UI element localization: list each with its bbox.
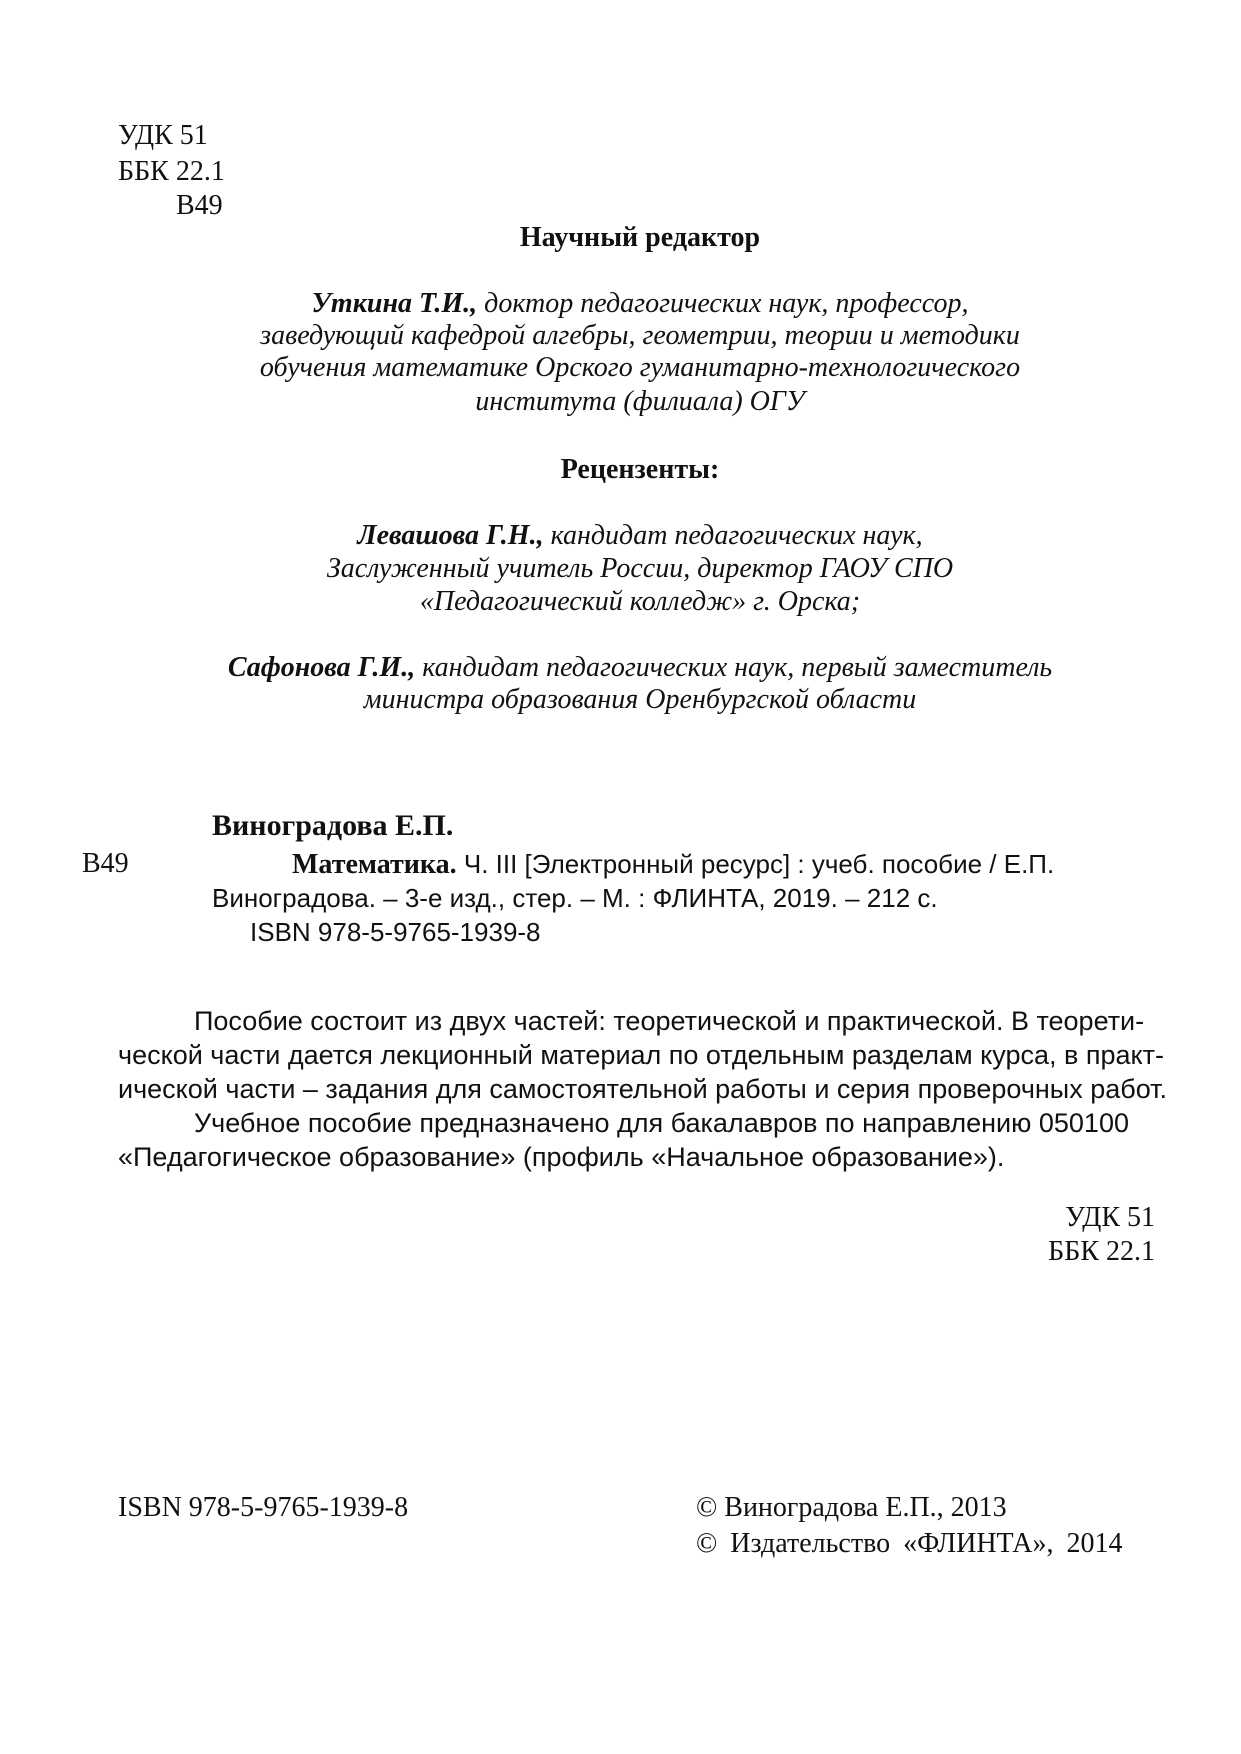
biblio-code: В49 <box>82 848 129 879</box>
classification-udk: УДК 51 <box>1065 1202 1155 1233</box>
annotation-line5: «Педагогическое образование» (профиль «Начальное образование»). <box>118 1142 1005 1172</box>
reviewer1-line2: Заслуженный учитель России, директор ГАОУ СПО <box>326 553 954 584</box>
editor-line3: обучения математике Орского гуманитарно-технологического <box>259 352 1021 383</box>
header-udk: УДК 51 <box>118 120 208 151</box>
annotation-line2: ческой части дается лекционный материал по отдельным разделам курса, в практ- <box>118 1040 1164 1070</box>
biblio-author: Виноградова Е.П. <box>212 809 454 842</box>
editor-line1-rest: доктор педагогических наук, профессор, <box>477 288 969 319</box>
footer-isbn: ISBN 978-5-9765-1939-8 <box>118 1492 409 1523</box>
editor-line2: заведующий кафедрой алгебры, геометрии, теории и методики <box>260 320 1020 351</box>
biblio-line1 <box>292 848 1054 881</box>
classification-bbk: ББК 22.1 <box>1048 1236 1155 1267</box>
annotation-line3: ической части – задания для самостоятельной работы и серия проверочных работ. <box>118 1074 1167 1104</box>
reviewer2-line1-rest: кандидат педагогических наук, первый заместитель <box>415 652 1053 683</box>
editor-name: Уткина Т.И., <box>311 288 478 319</box>
footer-copyright-publisher: © Издательство «ФЛИНТА», 2014 <box>696 1528 1123 1559</box>
reviewer1-line3: «Педагогический колледж» г. Орска; <box>419 586 861 617</box>
header-code: В49 <box>176 190 223 221</box>
reviewer2-name: Сафонова Г.И., <box>227 652 416 683</box>
reviewer1-line1-rest: кандидат педагогических наук, <box>543 520 923 551</box>
reviewer1-name: Левашова Г.Н., <box>357 520 544 551</box>
footer-copyright-author: © Виноградова Е.П., 2013 <box>696 1492 1007 1523</box>
editor-line1 <box>0 288 1241 320</box>
reviewers-heading: Рецензенты: <box>560 454 720 485</box>
editor-line4: института (филиала) ОГУ <box>475 386 805 417</box>
biblio-line2: Виноградова. – 3-е изд., стер. – М. : ФЛИНТА, 2019. – 212 с. <box>212 883 938 913</box>
annotation-line4: Учебное пособие предназначено для бакалавров по направлению 050100 <box>194 1108 1129 1138</box>
biblio-title: Математика. <box>292 849 457 880</box>
reviewer1-line1 <box>0 520 1241 552</box>
reviewer2-line1 <box>0 652 1241 684</box>
biblio-isbn: ISBN 978-5-9765-1939-8 <box>250 917 541 947</box>
header-bbk: ББК 22.1 <box>118 156 225 187</box>
biblio-line1-rest: Ч. III [Электронный ресурс] : учеб. пособие / Е.П. <box>456 849 1055 879</box>
editor-heading: Научный редактор <box>519 222 761 253</box>
reviewer2-line2: министра образования Оренбургской области <box>363 684 917 715</box>
annotation-line1: Пособие состоит из двух частей: теоретической и практической. В теорети- <box>194 1006 1145 1036</box>
